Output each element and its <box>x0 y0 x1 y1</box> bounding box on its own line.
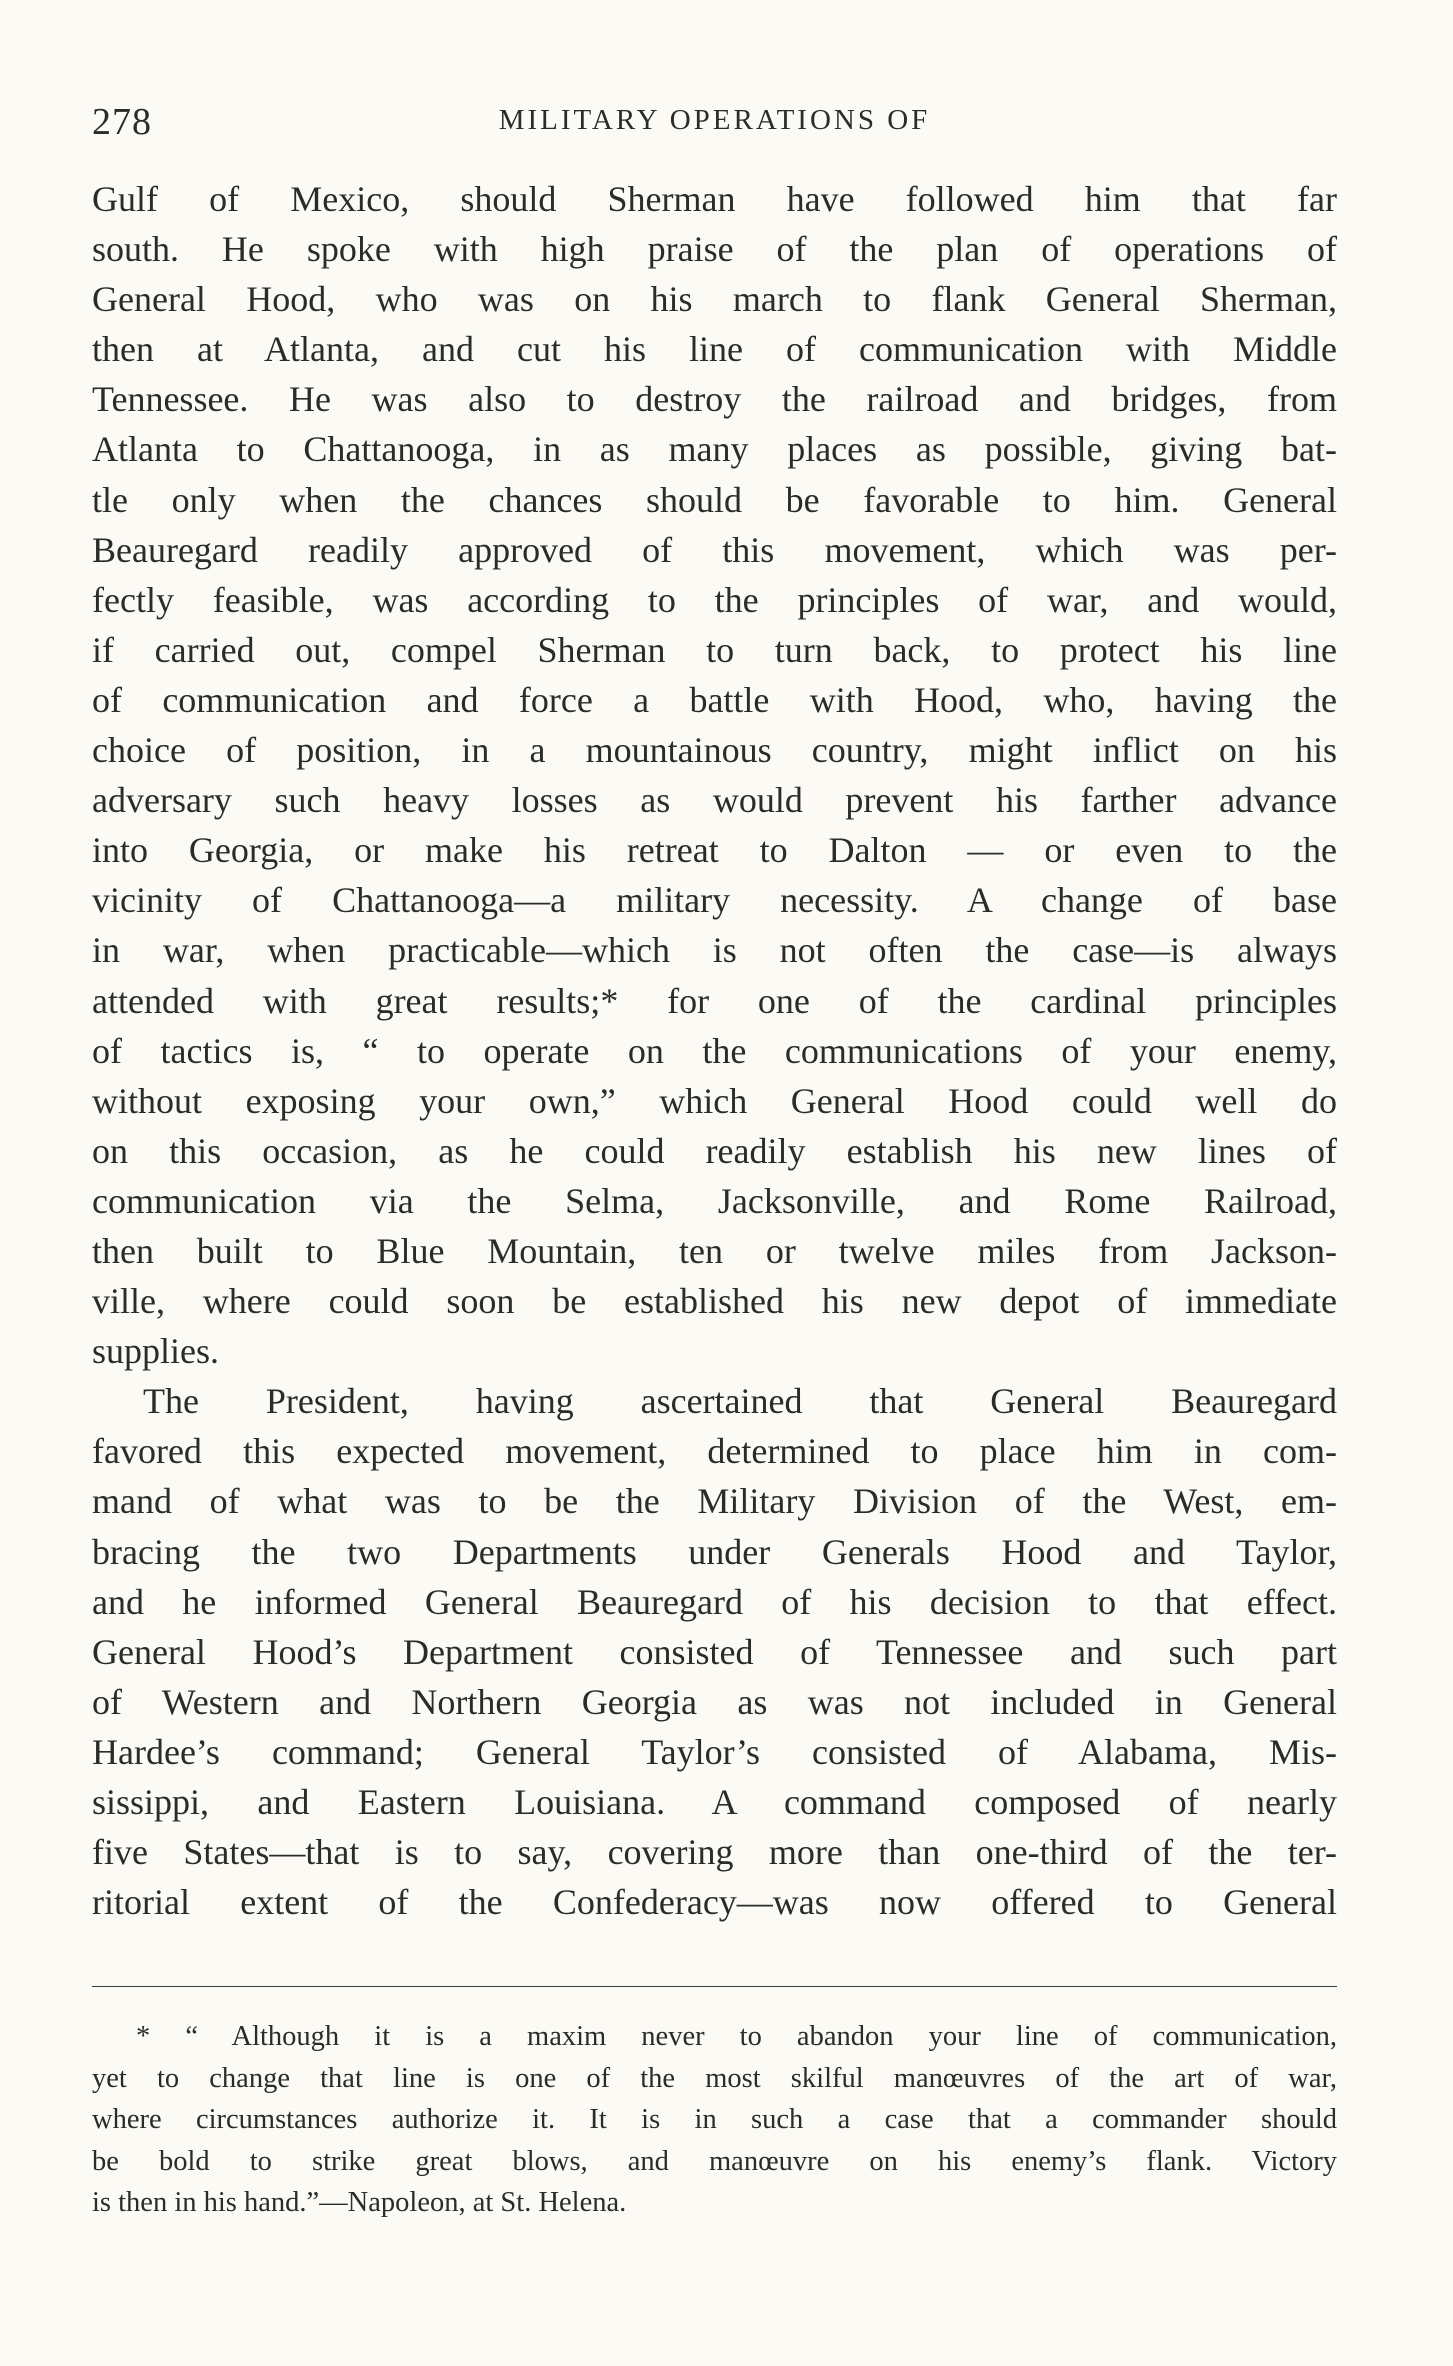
body-line: attended with great results;* for one of the cardinal principles <box>92 980 1337 1021</box>
body-line: Gulf of Mexico, should Sherman have followed him that far <box>92 179 1337 219</box>
page-header <box>92 100 1337 150</box>
body-line: communication via the Selma, Jacksonville, and Rome Railroad, <box>92 1180 1337 1221</box>
footnote-line: is then in his hand.”—Napoleon, at St. Helena. <box>92 2187 627 2218</box>
body-line: into Georgia, or make his retreat to Dalton — or even to the <box>92 830 1337 871</box>
body-line: of Western and Northern Georgia as was not included in General <box>92 1681 1337 1722</box>
body-line: and he informed General Beauregard of his decision to that effect. <box>92 1581 1337 1622</box>
body-line: General Hood, who was on his march to flank General Sherman, <box>92 279 1337 320</box>
footnote-rule <box>92 1986 1337 1987</box>
body-line: sissippi, and Eastern Louisiana. A command composed of nearly <box>92 1782 1337 1822</box>
body-line: fectly feasible, was according to the principles of war, and would, <box>92 579 1337 620</box>
body-line: mand of what was to be the Military Division of the West, em- <box>92 1481 1337 1522</box>
body-line: favored this expected movement, determined to place him in com- <box>92 1431 1337 1472</box>
body-line: on this occasion, as he could readily establish his new lines of <box>92 1130 1337 1171</box>
body-line: Atlanta to Chattanooga, in as many places as possible, giving bat- <box>92 429 1337 470</box>
body-line: ville, where could soon be established his new depot of immediate <box>92 1281 1337 1322</box>
body-line: supplies. <box>92 1331 220 1372</box>
body-line: adversary such heavy losses as would prevent his farther advance <box>92 780 1337 821</box>
body-line: then at Atlanta, and cut his line of communication with Middle <box>92 329 1337 370</box>
body-line: Tennessee. He was also to destroy the railroad and bridges, from <box>92 379 1337 420</box>
footnote-line: * “ Although it is a maxim never to abandon your line of communication, <box>136 2021 1337 2052</box>
body-line: bracing the two Departments under Generals Hood and Taylor, <box>92 1531 1337 1572</box>
body-line: The President, having ascertained that General Beauregard <box>143 1381 1337 1422</box>
body-line: five States—that is to say, covering more than one-third of the ter- <box>92 1832 1337 1873</box>
body-line: if carried out, compel Sherman to turn back, to protect his line <box>92 629 1337 670</box>
body-line: Hardee’s command; General Taylor’s consisted of Alabama, Mis- <box>92 1731 1337 1772</box>
footnote-line: be bold to strike great blows, and manœuvre on his enemy’s flank. Victory <box>92 2145 1337 2177</box>
body-line: choice of position, in a mountainous country, might inflict on his <box>92 730 1337 771</box>
body-line: Beauregard readily approved of this movement, which was per- <box>92 529 1337 570</box>
page-number: 278 <box>92 101 152 143</box>
body-line: in war, when practicable—which is not often the case—is always <box>92 930 1337 971</box>
body-line: vicinity of Chattanooga—a military necessity. A change of base <box>92 880 1337 921</box>
running-title: MILITARY OPERATIONS OF <box>498 104 931 136</box>
body-line: tle only when the chances should be favorable to him. General <box>92 479 1337 520</box>
body-line: ritorial extent of the Confederacy—was now offered to General <box>92 1882 1337 1923</box>
body-line: then built to Blue Mountain, ten or twelve miles from Jackson- <box>92 1230 1337 1271</box>
body-line: of tactics is, “ to operate on the communications of your enemy, <box>92 1030 1337 1071</box>
footnote-line: where circumstances authorize it. It is in such a case that a commander should <box>92 2104 1337 2135</box>
footnote-line: yet to change that line is one of the most skilful manœuvres of the art of war, <box>92 2062 1337 2094</box>
body-line: General Hood’s Department consisted of Tennessee and such part <box>92 1631 1337 1672</box>
footnote <box>92 2016 1337 2224</box>
body-line: south. He spoke with high praise of the plan of operations of <box>92 229 1337 270</box>
body-line: of communication and force a battle with Hood, who, having the <box>92 679 1337 720</box>
body-text <box>92 174 1337 1927</box>
body-line: without exposing your own,” which General Hood could well do <box>92 1080 1337 1121</box>
